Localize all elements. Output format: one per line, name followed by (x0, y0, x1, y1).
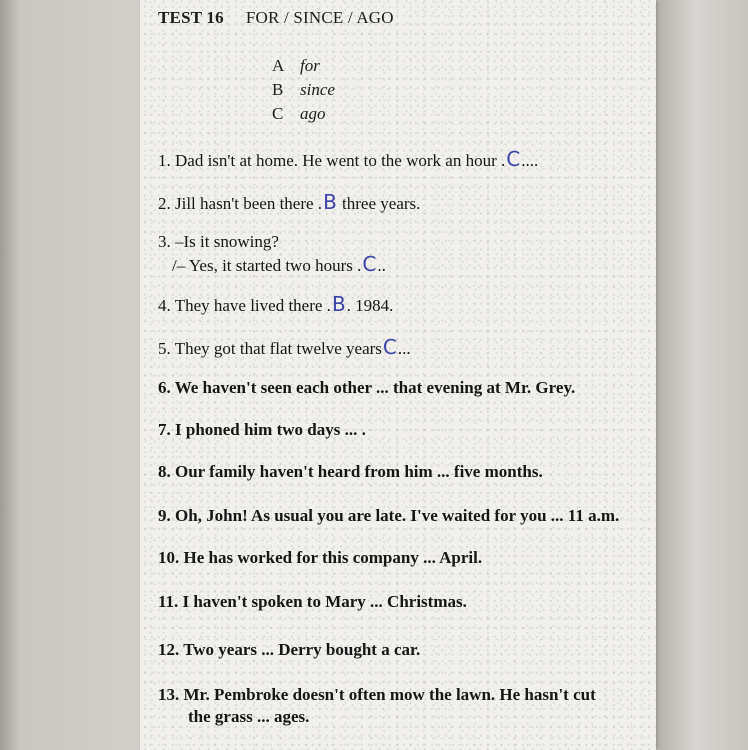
question-6: 6. We haven't seen each other ... that evening at Mr. Grey. (158, 378, 576, 397)
answer-options (272, 54, 335, 126)
handwritten-answer: C (362, 252, 377, 276)
question-text: 13. Mr. Pembroke doesn't often mow the lawn. He hasn't cut (158, 685, 596, 704)
test-number: TEST 16 (158, 8, 224, 27)
question-text-end: three years. (337, 194, 421, 213)
question-7: 7. I phoned him two days ... . (158, 420, 366, 439)
handwritten-answer: C (506, 147, 521, 171)
handwritten-answer: C (382, 335, 397, 359)
handwritten-answer: B (331, 292, 346, 316)
option-letter: A (272, 56, 285, 75)
question-text-end: ... (397, 339, 411, 358)
question-5 (158, 336, 650, 360)
question-10: 10. He has worked for this company ... April. (158, 548, 483, 567)
question-text-line2: the grass ... ages. (188, 707, 310, 726)
question-3 (158, 231, 650, 277)
option-b (272, 78, 335, 102)
option-letter: C (272, 104, 284, 123)
question-1 (158, 148, 650, 172)
handwritten-answer: B (323, 190, 337, 214)
option-a (272, 54, 335, 78)
question-text-line2: /– Yes, it started two hours . (172, 256, 362, 275)
question-text: 4. They have lived there . (158, 296, 331, 315)
question-text: 3. –Is it snowing? (158, 232, 279, 251)
question-12: 12. Two years ... Derry bought a car. (158, 640, 421, 659)
question-text: 2. Jill hasn't been there . (158, 194, 323, 213)
question-11: 11. I haven't spoken to Mary ... Christmas. (158, 592, 467, 611)
question-text-end: .... (521, 151, 539, 170)
worksheet-page (140, 0, 656, 750)
question-2 (158, 191, 650, 215)
question-13 (158, 684, 650, 728)
question-4 (158, 293, 650, 317)
question-9: 9. Oh, John! As usual you are late. I've waited for you ... 11 a.m. (158, 506, 620, 525)
photocopy-speckle (140, 0, 656, 750)
option-letter: B (272, 80, 284, 99)
background-surface (660, 0, 748, 750)
question-text-end: . 1984. (346, 296, 394, 315)
question-8: 8. Our family haven't heard from him ... five months. (158, 462, 543, 481)
test-topic: FOR / SINCE / AGO (245, 8, 394, 27)
test-header (158, 8, 394, 28)
book-binding (0, 0, 18, 750)
option-word: for (300, 56, 320, 75)
option-word: since (300, 80, 335, 99)
option-word: ago (300, 104, 326, 123)
question-text: 5. They got that flat twelve years (158, 339, 382, 358)
question-text: 1. Dad isn't at home. He went to the work an hour . (158, 151, 506, 170)
option-c (272, 102, 335, 126)
question-text-end: .. (377, 256, 386, 275)
